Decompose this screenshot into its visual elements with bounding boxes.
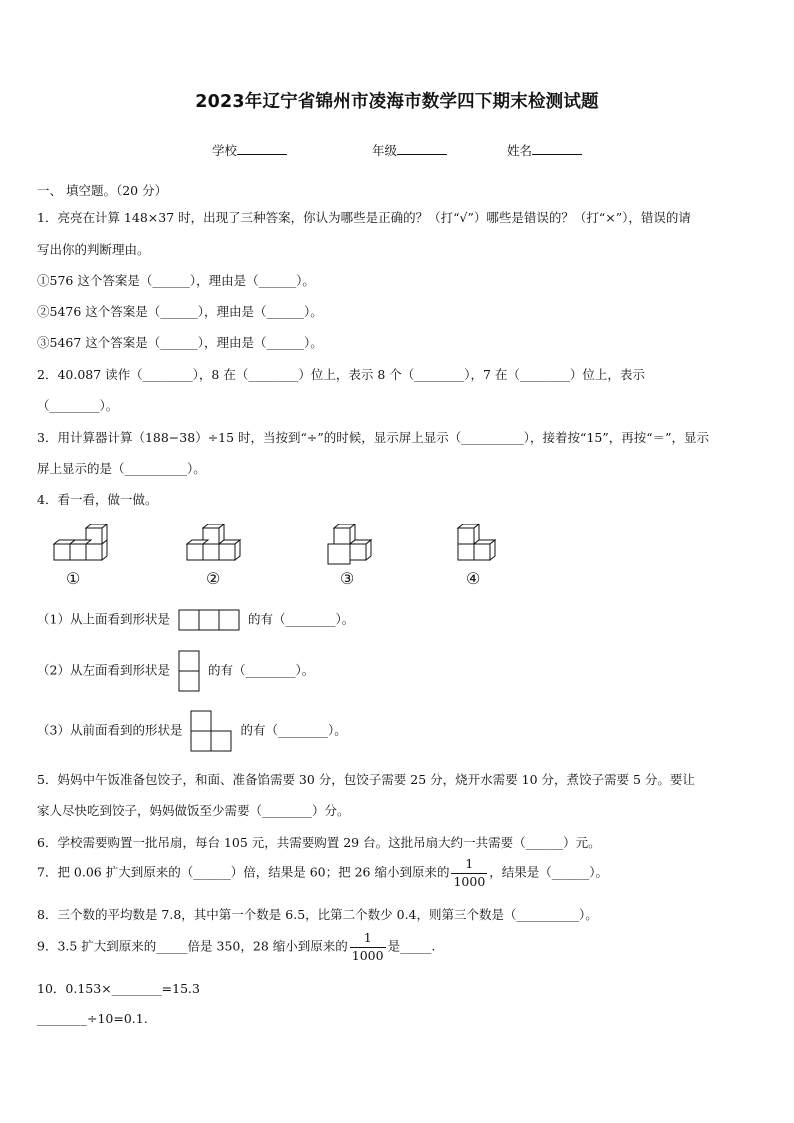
question-5-line-2: 家人尽快吃到饺子，妈妈做饭至少需要（________）分。 <box>37 803 350 818</box>
question-4-part-3 <box>37 710 347 752</box>
cube-figure-2 <box>184 524 248 568</box>
figure-label-2: ② <box>206 569 221 588</box>
cube-figure-3 <box>324 524 380 568</box>
question-2-line-1: 2．40.087 读作（________），8 在（________）位上，表示 8 个（________），7 在（________）位上，表示 <box>37 367 645 382</box>
question-6: 6．学校需要购置一批吊扇，每台 105 元，共需要购置 29 台。这批吊扇大约一共需要（______）元。 <box>37 835 601 850</box>
question-3-line-2: 屏上显示的是（__________）。 <box>37 461 206 476</box>
question-10-line-1: 10．0.153×________=15.3 <box>37 981 200 996</box>
fraction-numerator: 1 <box>363 930 372 945</box>
question-1-answer-3: ③5467 这个答案是（______），理由是（______）。 <box>37 335 323 350</box>
question-1-answer-1: ①576 这个答案是（______），理由是（______）。 <box>37 273 315 288</box>
fraction-denominator: 1000 <box>351 947 384 963</box>
grade-label: 年级 <box>372 143 398 158</box>
name-label: 姓名 <box>507 143 533 158</box>
front-view-shape <box>190 710 232 752</box>
page-title: 2023年辽宁省锦州市凌海市数学四下期末检测试题 <box>195 92 599 112</box>
part-2-prefix: （2）从左面看到形状是 <box>37 662 170 678</box>
part-3-prefix: （3）从前面看到的形状是 <box>37 722 183 738</box>
question-9-fraction <box>350 932 386 962</box>
top-view-shape <box>178 609 240 631</box>
question-8: 8．三个数的平均数是 7.8，其中第一个数是 6.5，比第二个数少 0.4，则第三个数是（__________）。 <box>37 907 598 922</box>
part-1-suffix: 的有（________）。 <box>247 611 355 627</box>
figure-label-1: ① <box>66 569 81 588</box>
question-5-line-1: 5．妈妈中午饭准备包饺子，和面、准备馅需要 30 分，包饺子需要 25 分，烧开水需要 10 分，煮饺子需要 5 分。要让 <box>37 772 695 787</box>
school-blank[interactable] <box>237 141 287 155</box>
name-blank[interactable] <box>532 141 582 155</box>
question-7-fraction <box>451 858 487 888</box>
school-field[interactable] <box>212 141 287 159</box>
question-4-part-2 <box>37 650 314 692</box>
question-1-answer-2: ②5476 这个答案是（______），理由是（______）。 <box>37 304 323 319</box>
question-7 <box>37 858 608 888</box>
left-view-shape <box>178 650 200 692</box>
question-10-line-2: ________÷10=0.1. <box>37 1011 148 1026</box>
figure-label-3: ③ <box>340 569 355 588</box>
question-2-line-2: （________）。 <box>37 398 119 413</box>
question-1-line-1: 1．亮亮在计算 148×37 时，出现了三种答案，你认为哪些是正确的？（打“√”）哪些是错误的？（打“×”），错误的请 <box>37 210 691 225</box>
cube-figure-4 <box>454 524 504 568</box>
question-9 <box>37 932 435 962</box>
figure-label-4: ④ <box>466 569 481 588</box>
question-7-prefix: 7．把 0.06 扩大到原来的（______）倍，结果是 60；把 26 缩小到原来的 <box>37 864 450 880</box>
question-1-line-2: 写出你的判断理由。 <box>37 242 150 257</box>
part-1-prefix: （1）从上面看到形状是 <box>37 611 170 627</box>
fraction-numerator: 1 <box>465 856 474 871</box>
question-9-prefix: 9．3.5 扩大到原来的_____倍是 350，28 缩小到原来的 <box>37 938 348 954</box>
section-heading: 一、 填空题。（20 分） <box>37 183 168 198</box>
part-2-suffix: 的有（________）。 <box>207 662 315 678</box>
fraction-denominator: 1000 <box>453 873 486 889</box>
cube-figure-1 <box>44 524 108 568</box>
part-3-suffix: 的有（________）。 <box>240 722 347 738</box>
grade-field[interactable] <box>372 141 447 159</box>
question-4-part-1 <box>37 609 354 631</box>
question-4-line-1: 4．看一看，做一做。 <box>37 492 158 507</box>
question-9-suffix: 是_____. <box>387 938 436 954</box>
question-3-line-1: 3．用计算器计算（188−38）÷15 时，当按到“÷”的时候，显示屏上显示（__________），接着按“15”，再按“＝”，显示 <box>37 430 710 445</box>
question-7-suffix: ，结果是（______）。 <box>489 864 609 880</box>
name-field[interactable] <box>507 141 582 159</box>
school-label: 学校 <box>212 143 238 158</box>
grade-blank[interactable] <box>397 141 447 155</box>
